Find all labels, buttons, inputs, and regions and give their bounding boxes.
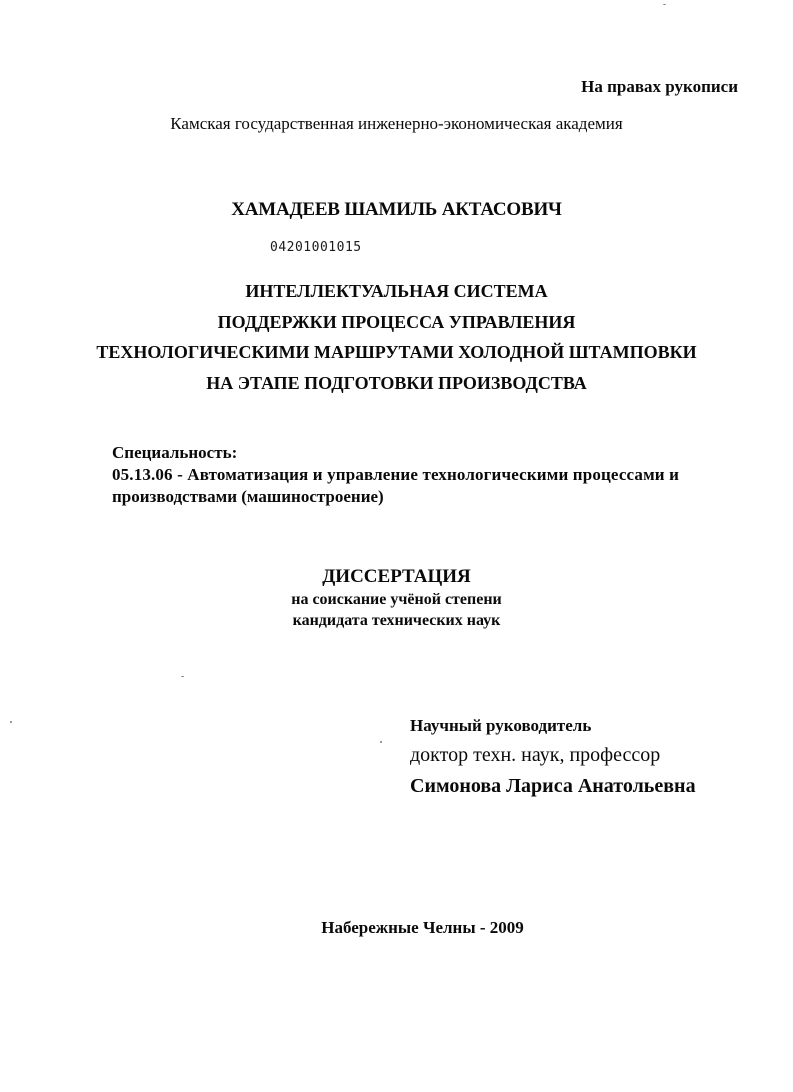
author-name: ХАМАДЕЕВ ШАМИЛЬ АКТАСОВИЧ xyxy=(231,199,562,220)
specialty-code-line-2: производствами (машиностроение) xyxy=(112,487,384,506)
dissertation-type-block xyxy=(0,565,793,631)
title-line: ТЕХНОЛОГИЧЕСКИМИ МАРШРУТАМИ ХОЛОДНОЙ ШТАМПОВКИ xyxy=(96,342,697,362)
specialty-label: Специальность: xyxy=(112,443,238,462)
degree-sought-line: на соискание учёной степени xyxy=(291,591,502,608)
institution-name: Камская государственная инженерно-экономическая академия xyxy=(170,114,623,133)
scientific-advisor-block xyxy=(410,713,696,801)
scan-speck xyxy=(663,4,666,5)
specialty-block xyxy=(112,442,679,508)
city-year-footer: Набережные Челны - 2009 xyxy=(321,918,524,937)
scan-speck xyxy=(380,741,382,743)
title-line: ИНТЕЛЛЕКТУАЛЬНАЯ СИСТЕМА xyxy=(245,281,548,301)
dissertation-title xyxy=(0,276,793,398)
scan-speck xyxy=(10,721,12,723)
degree-sought-line-2: кандидата технических наук xyxy=(292,612,501,629)
title-line: ПОДДЕРЖКИ ПРОЦЕССА УПРАВЛЕНИЯ xyxy=(217,311,576,332)
specialty-code-line: 05.13.06 - Автоматизация и управление технологическими процессами и xyxy=(112,465,680,484)
advisor-name: Симонова Лариса Анатольевна xyxy=(410,775,696,797)
manuscript-rights-stamp: На правах рукописи xyxy=(581,77,738,96)
advisor-label: Научный руководитель xyxy=(410,716,592,735)
advisor-degree: доктор техн. наук, профессор xyxy=(410,744,661,766)
scan-speck xyxy=(181,676,184,677)
registration-number: 04201001015 xyxy=(270,240,362,255)
title-line: НА ЭТАПЕ ПОДГОТОВКИ ПРОИЗВОДСТВА xyxy=(206,372,587,393)
dissertation-heading: ДИССЕРТАЦИЯ xyxy=(322,566,471,587)
